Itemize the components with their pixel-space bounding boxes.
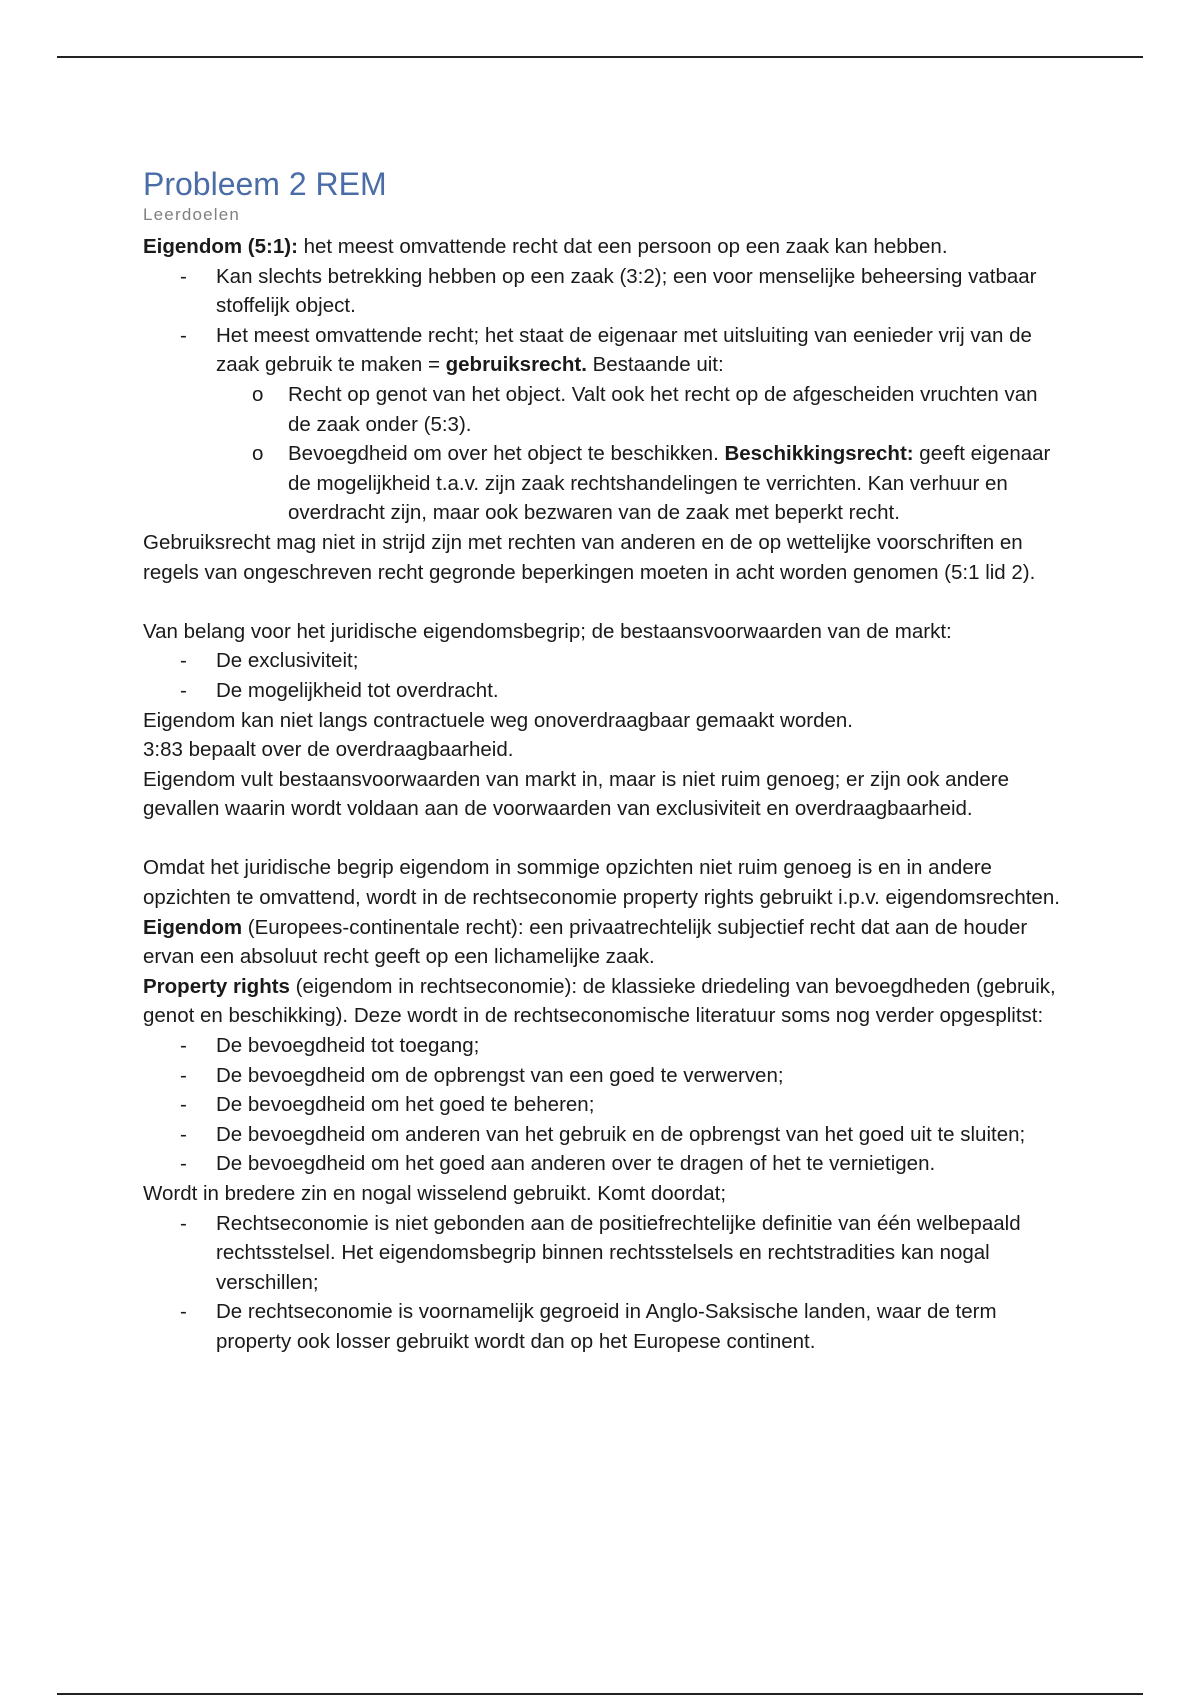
dash-marker: -	[180, 1063, 187, 1087]
dash-marker: -	[180, 1300, 187, 1324]
bullet-list	[143, 1209, 1063, 1357]
list-item-text: Bevoegdheid om over het object te beschikken.	[288, 442, 725, 466]
paragraph-text: het meest omvattende recht dat een persoon op een zaak kan hebben.	[297, 235, 948, 258]
term-bold: Beschikkingsrecht:	[724, 442, 914, 466]
circle-marker: o	[252, 382, 264, 406]
list-item-text: De bevoegdheid om anderen van het gebruik en de opbrengst van het goed uit te sluiten;	[216, 1122, 1026, 1146]
list-item-text: Recht op genot van het object. Valt ook het recht op de afgescheiden vruchten van de zaak onder (5:3).	[288, 382, 1038, 436]
sub-list-item	[216, 380, 1063, 439]
list-item	[143, 262, 1063, 321]
dash-marker: -	[180, 264, 187, 288]
header-rule	[57, 56, 1143, 58]
bullet-list	[143, 262, 1063, 528]
list-item	[143, 321, 1063, 528]
list-item-text: De mogelijkheid tot overdracht.	[216, 678, 499, 702]
paragraph: Gebruiksrecht mag niet in strijd zijn met rechten van anderen en de op wettelijke voorschriften en regels van ongeschreven recht gegronde beperkingen moeten in acht worden genomen (5:1 lid 2).	[143, 530, 1036, 584]
list-item	[143, 1090, 1063, 1120]
paragraph: Eigendom kan niet langs contractuele weg onoverdraagbaar gemaakt worden.	[143, 708, 853, 732]
dash-marker: -	[180, 1093, 187, 1117]
paragraph: Omdat het juridische begrip eigendom in sommige opzichten niet ruim genoeg is en in andere opzichten te omvattend, wordt in de rechtseconomie property rights gebruikt i.p.v. eigendomsrechten.	[143, 856, 1060, 910]
list-item	[143, 676, 1063, 706]
dash-marker: -	[180, 649, 187, 673]
list-item	[143, 1209, 1063, 1298]
term-bold: gebruiksrecht.	[445, 353, 587, 377]
spacer	[143, 587, 1063, 617]
list-item	[143, 1297, 1063, 1356]
dash-marker: -	[180, 678, 187, 702]
sub-bullet-list	[216, 380, 1063, 528]
paragraph-text: (Europees-continentale recht): een privaatrechtelijk subjectief recht dat aan de houder ervan een absoluut recht geeft op een lichamelijke zaak.	[143, 915, 1028, 969]
list-item-text: Kan slechts betrekking hebben op een zaak (3:2); een voor menselijke beheersing vatbaar stoffelijk object.	[216, 264, 1037, 318]
list-item-text: De bevoegdheid om de opbrengst van een goed te verwerven;	[216, 1063, 784, 1087]
document-title: Probleem 2 REM	[143, 166, 387, 202]
paragraph: 3:83 bepaalt over de overdraagbaarheid.	[143, 738, 514, 762]
list-item-text: geeft eigenaar de mogelijkheid t.a.v. zijn zaak rechtshandelingen te verrichten. Kan verhuur en overdracht zijn, maar ook bezwaren van de zaak met beperkt recht.	[288, 442, 1051, 525]
list-item-text: Het meest omvattende recht; het staat de eigenaar met uitsluiting van eenieder vrij van de zaak gebruik te maken =	[216, 323, 1032, 377]
dash-marker: -	[180, 1034, 187, 1058]
list-item-text: De bevoegdheid om het goed aan anderen over te dragen of het te vernietigen.	[216, 1152, 936, 1176]
list-item-text: De bevoegdheid om het goed te beheren;	[216, 1093, 595, 1117]
list-item	[143, 646, 1063, 676]
circle-marker: o	[252, 442, 264, 466]
list-item	[143, 1120, 1063, 1150]
paragraph-text: (eigendom in rechtseconomie): de klassieke driedeling van bevoegdheden (gebruik, genot en beschikking). Deze wordt in de rechtseconomische literatuur soms nog verder opgesplitst:	[143, 974, 1056, 1028]
bullet-list	[143, 646, 1063, 705]
list-item	[143, 1031, 1063, 1061]
spacer	[143, 824, 1063, 854]
document-body	[143, 164, 1063, 1357]
paragraph	[143, 232, 1063, 262]
list-item-text: Rechtseconomie is niet gebonden aan de positiefrechtelijke definitie van één welbepaald rechtsstelsel. Het eigendomsbegrip binnen rechtsstelsels en rechtstradities kan nogal verschillen;	[216, 1211, 1021, 1294]
list-item-text: De rechtseconomie is voornamelijk gegroeid in Anglo-Saksische landen, waar de term property ook losser gebruikt wordt dan op het Europese continent.	[216, 1300, 997, 1353]
term-bold: Property rights	[143, 974, 290, 998]
term-bold: Eigendom	[143, 915, 243, 939]
paragraph: Van belang voor het juridische eigendomsbegrip; de bestaansvoorwaarden van de markt:	[143, 619, 952, 643]
list-item	[143, 1149, 1063, 1179]
paragraph: Eigendom vult bestaansvoorwaarden van markt in, maar is niet ruim genoeg; er zijn ook andere gevallen waarin wordt voldaan aan de voorwaarden van exclusiviteit en overdraagbaarheid.	[143, 767, 1010, 821]
paragraph	[143, 972, 1063, 1031]
sub-list-item	[216, 439, 1063, 528]
list-item-text: De bevoegdheid tot toegang;	[216, 1034, 480, 1058]
bullet-list	[143, 1031, 1063, 1179]
list-item-text: Bestaande uit:	[586, 353, 724, 377]
dash-marker: -	[180, 1211, 187, 1235]
document-subtitle: Leerdoelen	[143, 205, 241, 224]
list-item-text: De exclusiviteit;	[216, 649, 359, 673]
paragraph	[143, 913, 1063, 972]
dash-marker: -	[180, 323, 187, 347]
paragraph: Wordt in bredere zin en nogal wisselend gebruikt. Komt doordat;	[143, 1182, 727, 1205]
term-bold: Eigendom (5:1):	[143, 235, 298, 258]
footer-rule	[57, 1693, 1143, 1695]
dash-marker: -	[180, 1152, 187, 1176]
list-item	[143, 1061, 1063, 1091]
dash-marker: -	[180, 1122, 187, 1146]
